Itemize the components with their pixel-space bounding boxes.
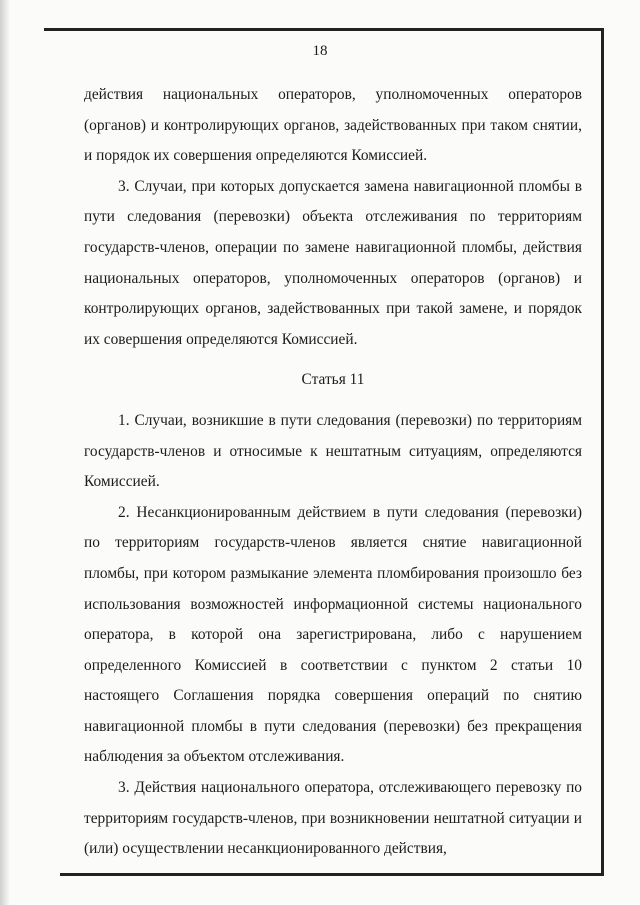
page-frame-top (44, 28, 604, 31)
paragraph-item-1: 1. Случаи, возникшие в пути следования (перевозки) по территориям государств-членов и относимые к нештатным ситуациям, определяются Комиссией. (84, 411, 582, 491)
document-body (84, 80, 582, 865)
page-frame-right (601, 28, 604, 876)
scan-edge-shadow (0, 0, 10, 905)
article-heading: Статья 11 (301, 371, 365, 389)
paragraph-item-3: 3. Случаи, при которых допускается замена навигационной пломбы в пути следования (перевозки) объекта отслеживания по территориям государств-членов, операции по замене навигационной пломбы, действия национальных операторов, уполномоченных операторов (органов) и контролирующих органов, задействованных при такой замене, и порядок их совершения определяются Комиссией. (84, 177, 582, 348)
paragraph-item-2: 2. Несанкционированным действием в пути следования (перевозки) по территориям государств-членов является снятие навигационной пломбы, при котором размыкание элемента пломбирования произошло без использования возможностей информационной системы национального оператора, в которой она зарегистрирована, либо с нарушением определенного Комиссией в соответствии с пунктом 2 статьи 10 настоящего Соглашения порядка совершения операций по снятию навигационной пломбы в пути следования (перевозки) без прекращения наблюдения за объектом отслеживания. (84, 503, 582, 766)
page-number: 18 (312, 43, 328, 59)
paragraph-item-3-cont: 3. Действия национального оператора, отслеживающего перевозку по территориям государств-членов, при возникновении нештатной ситуации и (или) осуществлении несанкционированного действия, (84, 779, 582, 858)
page-frame-bottom (60, 873, 604, 876)
paragraph-continuation: действия национальных операторов, уполномоченных операторов (органов) и контролирующих органов, задействованных при таком снятии, и порядок их совершения определяются Комиссией. (84, 86, 582, 165)
